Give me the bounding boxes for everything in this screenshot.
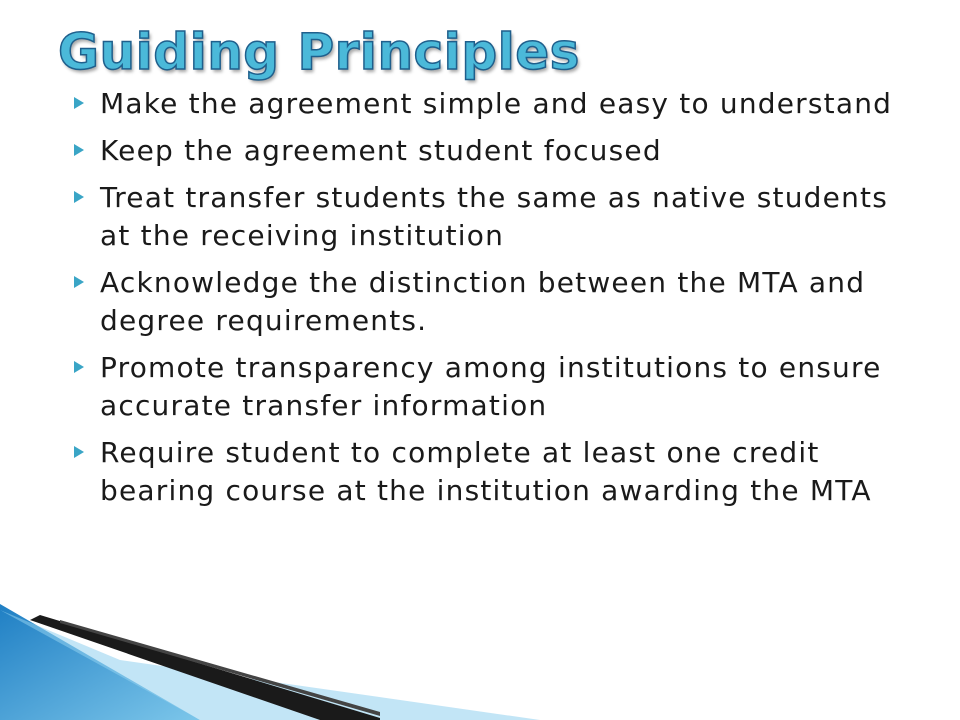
list-item — [72, 264, 912, 340]
list-item — [72, 434, 912, 510]
arrow-right-icon — [74, 446, 84, 458]
bullet-text: Treat transfer students the same as native students at the receiving institution — [100, 181, 888, 252]
arrow-right-icon — [74, 361, 84, 373]
arrow-right-icon — [74, 144, 84, 156]
list-item — [72, 349, 912, 425]
bullet-text: Promote transparency among institutions to ensure accurate transfer information — [100, 351, 882, 422]
list-item — [72, 179, 912, 255]
corner-decoration — [0, 590, 540, 720]
bullet-text: Keep the agreement student focused — [100, 134, 662, 167]
arrow-right-icon — [74, 97, 84, 109]
bullet-text: Acknowledge the distinction between the MTA and degree requirements. — [100, 266, 866, 337]
bullet-text: Require student to complete at least one credit bearing course at the institution awarding the MTA — [100, 436, 872, 507]
list-item — [72, 85, 912, 123]
bullet-list — [72, 85, 912, 519]
bullet-text: Make the agreement simple and easy to understand — [100, 87, 893, 120]
arrow-right-icon — [74, 191, 84, 203]
list-item — [72, 132, 912, 170]
arrow-right-icon — [74, 276, 84, 288]
slide-title: Guiding Principles — [58, 23, 580, 81]
